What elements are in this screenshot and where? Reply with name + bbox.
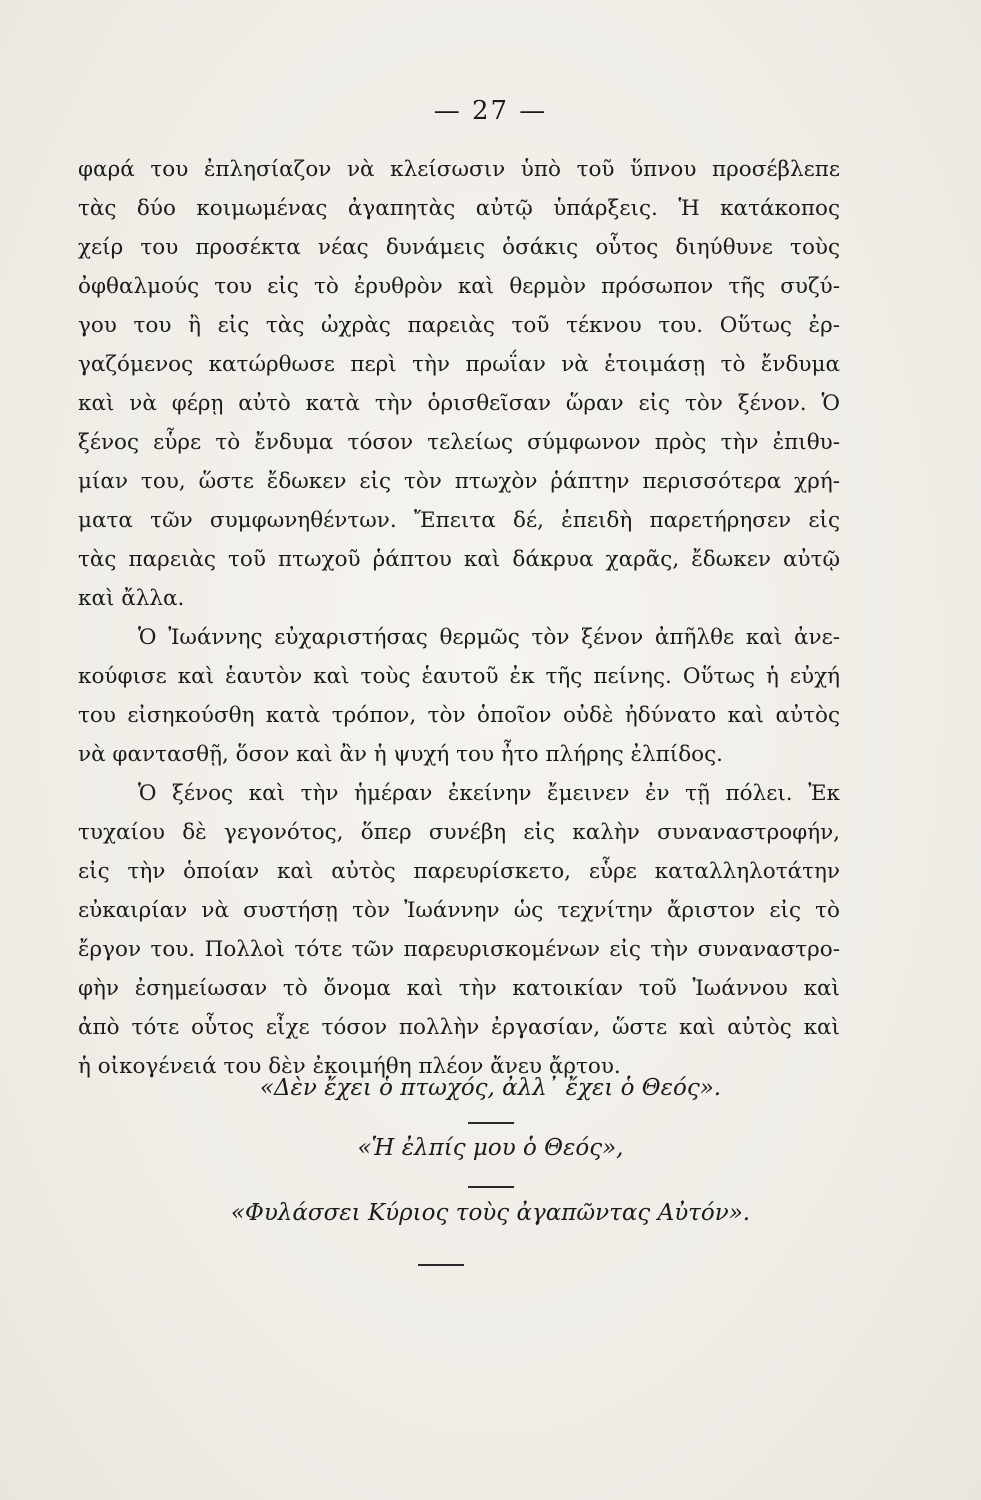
text-line: ξένος εὗρε τὸ ἔνδυμα τόσον τελείως σύμφωνον πρὸς τὴν ἐπιθυ- [78, 430, 840, 455]
text-line: φαρά του ἐπλησίαζον νὰ κλείσωσιν ὑπὸ τοῦ ὕπνου προσέβλεπε [78, 157, 840, 182]
text-line: καὶ νὰ φέρῃ αὐτὸ κατὰ τὴν ὁρισθεῖσαν ὥραν εἰς τὸν ξένον. Ὁ [78, 391, 840, 416]
divider [468, 1122, 514, 1124]
text-line: ἀπὸ τότε οὗτος εἶχε τόσον πολλὴν ἐργασίαν, ὥστε καὶ αὐτὸς καὶ [78, 1015, 840, 1040]
quote-2: «Ἡ ἐλπίς μου ὁ Θεός», [357, 1135, 624, 1161]
divider [418, 1264, 464, 1266]
text-line: τὰς παρειὰς τοῦ πτωχοῦ ῥάπτου καὶ δάκρυα χαρᾶς, ἔδωκεν αὐτῷ [78, 547, 840, 572]
text-line: τὰς δύο κοιμωμένας ἀγαπητὰς αὐτῷ ὑπάρξεις. Ἡ κατάκοπος [78, 196, 840, 221]
text-line: φὴν ἐσημείωσαν τὸ ὄνομα καὶ τὴν κατοικίαν τοῦ Ἰωάννου καὶ [78, 976, 840, 1001]
quote-1: «Δὲν ἔχει ὁ πτωχός, ἀλλ᾽ ἔχει ὁ Θεός». [259, 1075, 722, 1101]
text-line: γου του ἢ εἰς τὰς ὠχρὰς παρειὰς τοῦ τέκνου του. Οὕτως ἐρ- [78, 313, 840, 338]
paragraph-start-line: Ὁ Ἰωάννης εὐχαριστήσας θερμῶς τὸν ξένον ἀπῆλθε καὶ ἀνε- [138, 625, 840, 650]
paragraph-start-line: Ὁ ξένος καὶ τὴν ἡμέραν ἐκείνην ἔμεινεν ἐν τῇ πόλει. Ἐκ [138, 781, 840, 806]
divider [468, 1186, 514, 1188]
text-line: καὶ ἄλλα. [78, 586, 185, 611]
text-line: ματα τῶν συμφωνηθέντων. Ἔπειτα δέ, ἐπειδὴ παρετήρησεν εἰς [78, 508, 840, 533]
text-line: τυχαίου δὲ γεγονότος, ὅπερ συνέβη εἰς καλὴν συναναστροφήν, [78, 820, 840, 845]
text-line: εἰς τὴν ὁποίαν καὶ αὐτὸς παρευρίσκετο, εὗρε καταλληλοτάτην [78, 859, 840, 884]
text-line: του εἰσηκούσθη κατὰ τρόπον, τὸν ὁποῖον οὐδὲ ἠδύνατο καὶ αὐτὸς [78, 703, 840, 728]
body-text [78, 150, 840, 1086]
text-line: νὰ φαντασθῇ, ὅσον καὶ ἂν ἡ ψυχή του ἦτο πλήρης ἐλπίδος. [78, 742, 723, 767]
quote-3: «Φυλάσσει Κύριος τοὺς ἀγαπῶντας Αὐτόν». [230, 1200, 751, 1226]
text-line: μίαν του, ὥστε ἔδωκεν εἰς τὸν πτωχὸν ῥάπτην περισσότερα χρή- [78, 469, 840, 494]
text-line: χείρ του προσέκτα νέας δυνάμεις ὁσάκις οὗτος διηύθυνε τοὺς [78, 235, 840, 260]
text-line: ὀφθαλμούς του εἰς τὸ ἐρυθρὸν καὶ θερμὸν πρόσωπον τῆς συζύ- [78, 274, 840, 299]
text-line: ἔργον του. Πολλοὶ τότε τῶν παρευρισκομένων εἰς τὴν συναναστρο- [78, 937, 840, 962]
page-number: — 27 — [433, 96, 548, 126]
text-line: εὐκαιρίαν νὰ συστήσῃ τὸν Ἰωάννην ὡς τεχνίτην ἄριστον εἰς τὸ [78, 898, 840, 923]
text-line: ἡ οἰκογένειά του δὲν ἐκοιμήθη πλέον ἄνευ ἄρτου. [78, 1054, 621, 1079]
text-line: γαζόμενος κατώρθωσε περὶ τὴν πρωΐαν νὰ ἑτοιμάσῃ τὸ ἔνδυμα [78, 352, 840, 377]
text-line: κούφισε καὶ ἑαυτὸν καὶ τοὺς ἑαυτοῦ ἐκ τῆς πείνης. Οὕτως ἡ εὐχή [78, 664, 840, 689]
